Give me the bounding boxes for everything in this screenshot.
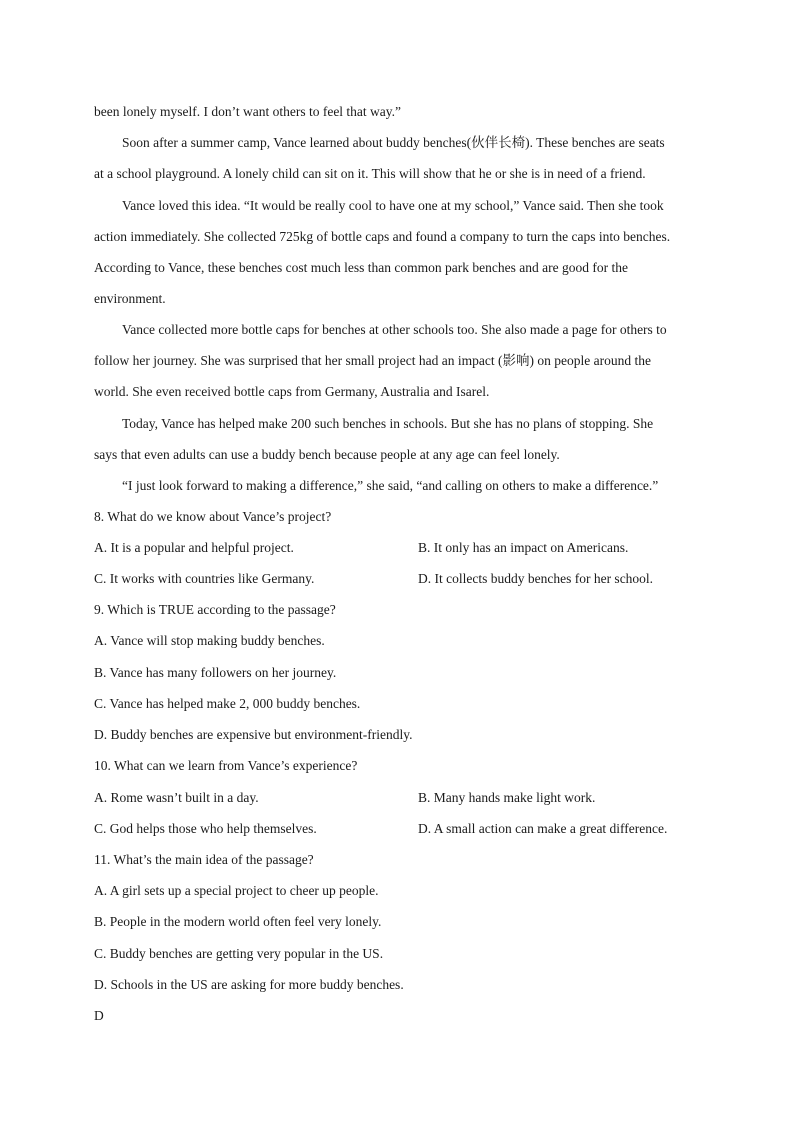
question-9-option-c: C. Vance has helped make 2, 000 buddy benches. (94, 696, 361, 711)
passage-line: Soon after a summer camp, Vance learned about buddy benches(伙伴长椅). These benches are seats (122, 135, 665, 150)
question-11-option-a: A. A girl sets up a special project to cheer up people. (94, 883, 379, 898)
question-11-stem: 11. What’s the main idea of the passage? (94, 852, 314, 867)
question-9-option-a: A. Vance will stop making buddy benches. (94, 633, 325, 648)
passage-line: at a school playground. A lonely child can sit on it. This will show that he or she is in need of a friend. (94, 166, 646, 181)
question-9-stem: 9. Which is TRUE according to the passage? (94, 602, 336, 617)
passage-line: says that even adults can use a buddy bench because people at any age can feel lonely. (94, 447, 560, 462)
question-11-option-b: B. People in the modern world often feel very lonely. (94, 914, 382, 929)
passage-line: action immediately. She collected 725kg of bottle caps and found a company to turn the caps into benches. (94, 229, 671, 244)
question-8-option-b: B. It only has an impact on Americans. (418, 540, 629, 555)
question-11-option-d: D. Schools in the US are asking for more buddy benches. (94, 977, 404, 992)
question-10-option-d: D. A small action can make a great difference. (418, 821, 668, 836)
passage-line: Vance loved this idea. “It would be really cool to have one at my school,” Vance said. Then she took (122, 198, 664, 213)
question-10-option-c: C. God helps those who help themselves. (94, 821, 317, 836)
question-8-option-a: A. It is a popular and helpful project. (94, 540, 294, 555)
question-8-option-d: D. It collects buddy benches for her school. (418, 571, 654, 586)
section-marker: D (94, 1008, 104, 1023)
question-10-stem: 10. What can we learn from Vance’s experience? (94, 758, 358, 773)
passage-line: world. She even received bottle caps from Germany, Australia and Isarel. (94, 384, 490, 399)
passage-line: Today, Vance has helped make 200 such benches in schools. But she has no plans of stopping. She (122, 416, 654, 431)
question-9-option-d: D. Buddy benches are expensive but environment-friendly. (94, 727, 413, 742)
question-11-option-c: C. Buddy benches are getting very popular in the US. (94, 946, 384, 961)
question-8-option-c: C. It works with countries like Germany. (94, 571, 315, 586)
question-8-stem: 8. What do we know about Vance’s project? (94, 509, 332, 524)
passage-line: environment. (94, 291, 166, 306)
question-10-option-b: B. Many hands make light work. (418, 790, 596, 805)
passage-line: been lonely myself. I don’t want others to feel that way.” (94, 104, 402, 119)
passage-line: According to Vance, these benches cost much less than common park benches and are good for the (94, 260, 628, 275)
passage-line: Vance collected more bottle caps for benches at other schools too. She also made a page for others to (122, 322, 667, 337)
passage-line: “I just look forward to making a difference,” she said, “and calling on others to make a difference.” (122, 478, 659, 493)
question-9-option-b: B. Vance has many followers on her journey. (94, 665, 337, 680)
passage-line: follow her journey. She was surprised that her small project had an impact (影响) on people around the (94, 353, 651, 368)
question-10-option-a: A. Rome wasn’t built in a day. (94, 790, 259, 805)
